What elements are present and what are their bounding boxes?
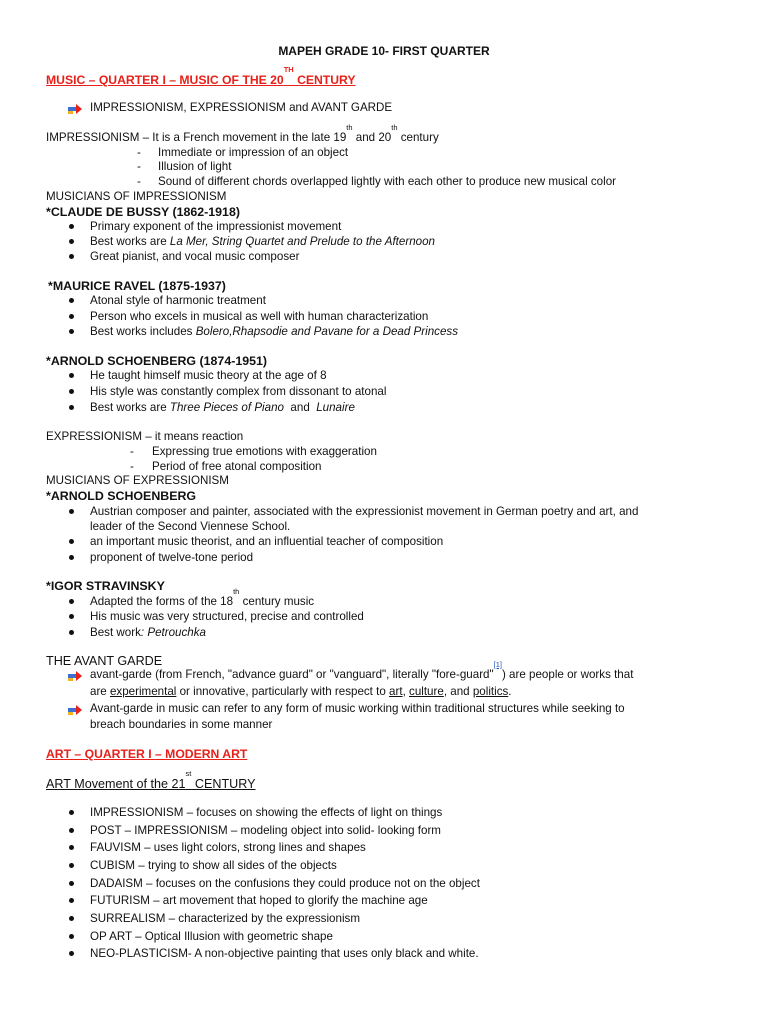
ravel-point: Atonal style of harmonic treatment: [90, 294, 266, 307]
music-heading-text: MUSIC – QUARTER I – MUSIC OF THE 20: [46, 73, 284, 87]
ravel-works-titles: Bolero,Rhapsodie and Pavane for a Dead Princess: [195, 325, 458, 338]
bullet-dot: [69, 934, 74, 939]
impressionism-point: Sound of different chords overlapped lightly with each other to produce new musical color: [158, 175, 617, 188]
dash-marker: -: [137, 160, 141, 173]
culture-link[interactable]: culture: [409, 685, 444, 698]
art-movement-b: CENTURY: [191, 777, 256, 791]
impressionism-def-text-b: and 20: [352, 131, 392, 144]
music-heading-sup: TH: [283, 65, 294, 74]
stravinsky-point: His music was very structured, precise and controlled: [90, 610, 364, 623]
schoenberg2-heading: *ARNOLD SCHOENBERG: [46, 489, 197, 503]
debussy-point: [90, 235, 435, 249]
dash-marker: -: [137, 175, 141, 188]
avant-garde-point-cont: [90, 685, 512, 699]
music-section-heading: [46, 65, 356, 87]
bullet-dot: [69, 329, 74, 334]
schoenberg-point: His style was constantly complex from dissonant to atonal: [90, 385, 387, 398]
bullet-dot: [69, 539, 74, 544]
impressionism-def-sup1: th: [346, 123, 353, 132]
bullet-dot: [69, 509, 74, 514]
bullet-dot: [69, 239, 74, 244]
musicians-impressionism-heading: MUSICIANS OF IMPRESSIONISM: [46, 190, 227, 203]
stravinsky-p1-a: Adapted the forms of the 18: [90, 595, 234, 608]
debussy-works-titles: La Mer, String Quartet and Prelude to the Afternoon: [169, 235, 436, 248]
avant-garde-heading: THE AVANT GARDE: [46, 654, 163, 668]
art-item: OP ART – Optical Illusion with geometric shape: [90, 930, 333, 943]
expressionism-point: Expressing true emotions with exaggeration: [152, 445, 377, 458]
art-item: DADAISM – focuses on the confusions they could produce not on the object: [90, 877, 480, 890]
stravinsky-heading: *IGOR STRAVINSKY: [46, 579, 165, 593]
bullet-dot: [69, 224, 74, 229]
bullet-dot: [69, 845, 74, 850]
bullet-dot: [69, 405, 74, 410]
schoenberg-heading: *ARNOLD SCHOENBERG (1874-1951): [46, 354, 268, 368]
bullet-dot: [69, 389, 74, 394]
experimental-link[interactable]: experimental: [109, 685, 177, 698]
bullet-dot: [69, 614, 74, 619]
bullet-dot: [69, 828, 74, 833]
bullet-dot: [69, 881, 74, 886]
impressionism-def-text-a: IMPRESSIONISM – It is a French movement in the late 19: [46, 131, 347, 144]
schoenberg-work-2: Lunaire: [316, 401, 355, 414]
bullet-dot: [69, 898, 74, 903]
bullet-dot: [69, 916, 74, 921]
bullet-dot: [69, 810, 74, 815]
avant-garde-point: [90, 660, 634, 682]
impressionism-point: Illusion of light: [158, 160, 232, 173]
art-item: SURREALISM – characterized by the expressionism: [90, 912, 360, 925]
debussy-point: Primary exponent of the impressionist movement: [90, 220, 342, 233]
schoenberg2-point-cont: leader of the Second Viennese School.: [90, 520, 291, 533]
impressionism-definition: [46, 123, 439, 145]
avant-l2-c: ,: [402, 685, 410, 698]
bullet-dot: [69, 599, 74, 604]
art-item: FUTURISM – art movement that hoped to glorify the machine age: [90, 894, 428, 907]
avant-l2-d: , and: [443, 685, 473, 698]
bullet-dot: [69, 373, 74, 378]
citation-link[interactable]: [1]: [493, 660, 502, 669]
art-movement-heading: [46, 769, 256, 791]
ravel-point: [90, 325, 458, 339]
art-item: NEO-PLASTICISM- A non-objective painting that uses only black and white.: [90, 947, 479, 960]
topics-line: IMPRESSIONISM, EXPRESSIONISM and AVANT GARDE: [90, 101, 393, 114]
art-movement-a: ART Movement of the 21: [46, 777, 186, 791]
art-section-heading: ART – QUARTER I – MODERN ART: [46, 747, 248, 761]
fancy-bullet-icon: [68, 103, 82, 115]
art-movement-sup: st: [185, 769, 192, 778]
avant-garde-point: Avant-garde in music can refer to any form of music working within traditional structures while seeking to: [90, 702, 625, 715]
bullet-dot: [69, 298, 74, 303]
musicians-expressionism-heading: MUSICIANS OF EXPRESSIONISM: [46, 474, 229, 487]
stravinsky-p1-b: century music: [239, 595, 315, 608]
bullet-dot: [69, 630, 74, 635]
politics-link[interactable]: politics: [472, 685, 509, 698]
schoenberg-works-and: and: [283, 401, 317, 414]
avant-l2-e: .: [508, 685, 512, 698]
schoenberg-point: He taught himself music theory at the age of 8: [90, 369, 327, 382]
art-item: POST – IMPRESSIONISM – modeling object into solid- looking form: [90, 824, 441, 837]
art-link[interactable]: art: [389, 685, 403, 698]
impressionism-point: Immediate or impression of an object: [158, 146, 349, 159]
fancy-bullet-icon: [68, 704, 82, 716]
avant-garde-point-cont: breach boundaries in some manner: [90, 718, 273, 731]
bullet-dot: [69, 314, 74, 319]
avant-p1-b: ) are people or works that: [501, 668, 634, 681]
stravinsky-point: [90, 587, 315, 609]
schoenberg-works-label: Best works are: [90, 401, 170, 414]
dash-marker: -: [130, 445, 134, 458]
bullet-dot: [69, 951, 74, 956]
fancy-bullet-icon: [68, 670, 82, 682]
ravel-heading: *MAURICE RAVEL (1875-1937): [48, 279, 226, 293]
art-item: CUBISM – trying to show all sides of the objects: [90, 859, 337, 872]
stravinsky-point: [90, 626, 206, 640]
avant-l2-b: or innovative, particularly with respect to: [176, 685, 390, 698]
avant-p1-a: avant-garde (from French, "advance guard" or "vanguard", literally "fore-guard": [90, 668, 494, 681]
document-title: MAPEH GRADE 10- FIRST QUARTER: [278, 44, 490, 58]
debussy-heading: *CLAUDE DE BUSSY (1862-1918): [46, 205, 240, 219]
schoenberg2-point: Austrian composer and painter, associated with the expressionist movement in German poetry and art, and: [90, 505, 639, 518]
bullet-dot: [69, 254, 74, 259]
dash-marker: -: [137, 146, 141, 159]
debussy-point: Great pianist, and vocal music composer: [90, 250, 300, 263]
bullet-dot: [69, 863, 74, 868]
art-item: FAUVISM – uses light colors, strong lines and shapes: [90, 841, 366, 854]
impressionism-def-text-c: century: [397, 131, 439, 144]
music-heading-end: CENTURY: [293, 73, 356, 87]
expressionism-point: Period of free atonal composition: [152, 460, 322, 473]
avant-l2-a: are: [90, 685, 110, 698]
ravel-point: Person who excels in musical as well with human characterization: [90, 310, 429, 323]
impressionism-def-sup2: th: [391, 123, 398, 132]
schoenberg2-point: proponent of twelve-tone period: [90, 551, 254, 564]
schoenberg2-point: an important music theorist, and an influential teacher of composition: [90, 535, 444, 548]
stravinsky-work-label: Best work: [90, 626, 141, 639]
bullet-dot: [69, 555, 74, 560]
schoenberg-point: [90, 401, 355, 415]
dash-marker: -: [130, 460, 134, 473]
stravinsky-p1-sup: th: [233, 587, 240, 596]
schoenberg-work-1: Three Pieces of Piano: [169, 401, 284, 414]
art-item: IMPRESSIONISM – focuses on showing the effects of light on things: [90, 806, 443, 819]
debussy-works-label: Best works are: [90, 235, 170, 248]
stravinsky-work-title: : Petrouchka: [140, 626, 206, 639]
ravel-works-label: Best works includes: [90, 325, 196, 338]
expressionism-definition: EXPRESSIONISM – it means reaction: [46, 430, 244, 443]
